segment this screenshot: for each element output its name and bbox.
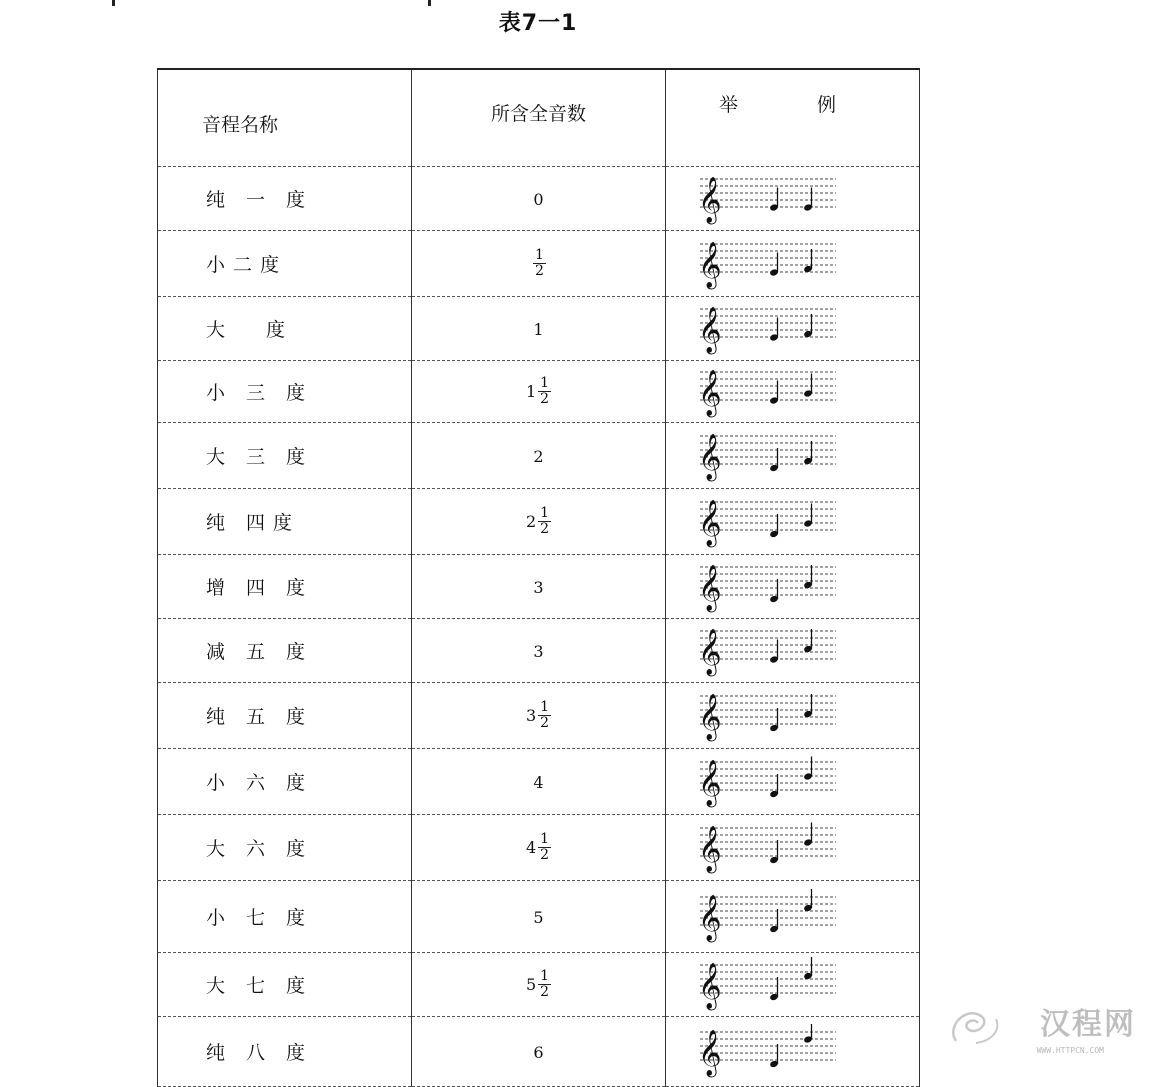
interval-example bbox=[666, 1017, 920, 1087]
whole-tone-count bbox=[412, 749, 666, 815]
svg-text:𝄞: 𝄞 bbox=[698, 499, 722, 546]
whole-tone-count bbox=[412, 619, 666, 683]
svg-text:𝄞: 𝄞 bbox=[698, 564, 722, 611]
svg-text:𝄞: 𝄞 bbox=[698, 1029, 722, 1076]
staff-example-icon bbox=[696, 820, 856, 876]
interval-name: 小 三 度 bbox=[158, 361, 412, 423]
svg-text:𝄞: 𝄞 bbox=[698, 693, 722, 740]
interval-example bbox=[666, 555, 920, 619]
interval-name: 小 七 度 bbox=[158, 881, 412, 953]
whole-tone-count bbox=[412, 953, 666, 1017]
svg-text:𝄞: 𝄞 bbox=[698, 369, 722, 416]
table-row bbox=[158, 423, 920, 489]
svg-text:𝄞: 𝄞 bbox=[698, 825, 722, 872]
fraction-numerator: 1 bbox=[540, 699, 550, 715]
interval-name: 纯 五 度 bbox=[158, 683, 412, 749]
table-row bbox=[158, 361, 920, 423]
svg-text:𝄞: 𝄞 bbox=[698, 176, 722, 223]
fraction-numerator: 1 bbox=[540, 968, 550, 984]
interval-name: 小 二 度 bbox=[158, 231, 412, 297]
count-whole: 5 bbox=[533, 907, 544, 927]
interval-name: 小 六 度 bbox=[158, 749, 412, 815]
count-whole: 2 bbox=[525, 512, 537, 531]
count-fraction bbox=[538, 376, 551, 407]
table-row bbox=[158, 619, 920, 683]
svg-text:𝄞: 𝄞 bbox=[698, 241, 722, 288]
interval-example bbox=[666, 231, 920, 297]
table-row bbox=[158, 231, 920, 297]
table-title: 表7一1 bbox=[498, 11, 578, 36]
whole-tone-count bbox=[412, 683, 666, 749]
count-whole: 3 bbox=[533, 641, 544, 661]
watermark-subtext: WWW.HTTPCN.COM bbox=[1036, 1046, 1104, 1055]
interval-table bbox=[157, 68, 920, 1087]
fraction-denominator: 2 bbox=[540, 391, 550, 407]
svg-text:𝄞: 𝄞 bbox=[698, 894, 722, 941]
whole-tone-count bbox=[412, 489, 666, 555]
staff-example-icon bbox=[696, 364, 856, 420]
interval-example bbox=[666, 749, 920, 815]
interval-example bbox=[666, 881, 920, 953]
table-row bbox=[158, 489, 920, 555]
header-whole-tone-count: 所含全音数 bbox=[412, 69, 666, 167]
staff-example-icon bbox=[696, 1024, 856, 1080]
interval-example bbox=[666, 423, 920, 489]
count-whole: 0 bbox=[533, 189, 544, 209]
count-whole: 1 bbox=[525, 382, 537, 401]
whole-tone-count bbox=[412, 167, 666, 231]
interval-name: 大 度 bbox=[158, 297, 412, 361]
interval-name: 大 三 度 bbox=[158, 423, 412, 489]
table-row bbox=[158, 881, 920, 953]
staff-example-icon bbox=[696, 957, 856, 1013]
whole-tone-count bbox=[412, 297, 666, 361]
table-row bbox=[158, 683, 920, 749]
count-whole: 1 bbox=[533, 319, 544, 339]
interval-name: 减 五 度 bbox=[158, 619, 412, 683]
fraction-denominator: 2 bbox=[540, 715, 550, 731]
fraction-denominator: 2 bbox=[540, 847, 550, 863]
fraction-numerator: 1 bbox=[535, 247, 544, 263]
count-fraction bbox=[538, 832, 551, 863]
count-fraction bbox=[538, 700, 551, 731]
interval-name: 大 六 度 bbox=[158, 815, 412, 881]
whole-tone-count bbox=[412, 423, 666, 489]
whole-tone-count bbox=[412, 815, 666, 881]
count-whole: 2 bbox=[533, 446, 544, 466]
table-row bbox=[158, 297, 920, 361]
svg-text:𝄞: 𝄞 bbox=[698, 962, 722, 1009]
staff-example-icon bbox=[696, 623, 856, 679]
fraction-numerator: 1 bbox=[540, 375, 550, 391]
svg-text:𝄞: 𝄞 bbox=[698, 628, 722, 675]
count-fraction bbox=[538, 506, 551, 537]
svg-text:𝄞: 𝄞 bbox=[698, 759, 722, 806]
staff-example-icon bbox=[696, 428, 856, 484]
staff-example-icon bbox=[696, 889, 856, 945]
interval-example bbox=[666, 361, 920, 423]
table-row bbox=[158, 167, 920, 231]
interval-name: 纯 四 度 bbox=[158, 489, 412, 555]
interval-example bbox=[666, 683, 920, 749]
table-row bbox=[158, 555, 920, 619]
count-whole: 6 bbox=[533, 1042, 544, 1062]
interval-example bbox=[666, 297, 920, 361]
interval-name: 纯 八 度 bbox=[158, 1017, 412, 1087]
staff-example-icon bbox=[696, 688, 856, 744]
header-row bbox=[158, 69, 920, 167]
whole-tone-count bbox=[412, 555, 666, 619]
count-whole: 5 bbox=[525, 975, 537, 994]
staff-example-icon bbox=[696, 494, 856, 550]
interval-example bbox=[666, 619, 920, 683]
count-whole: 3 bbox=[525, 706, 537, 725]
count-fraction bbox=[538, 969, 551, 1000]
whole-tone-count bbox=[412, 881, 666, 953]
fraction-numerator: 1 bbox=[540, 505, 550, 521]
interval-example bbox=[666, 489, 920, 555]
fraction-denominator: 2 bbox=[540, 984, 550, 1000]
interval-example bbox=[666, 815, 920, 881]
staff-example-icon bbox=[696, 754, 856, 810]
header-interval-name: 音程名称 bbox=[158, 69, 412, 167]
count-whole: 3 bbox=[533, 577, 544, 597]
count-whole: 4 bbox=[533, 772, 544, 792]
interval-name: 增 四 度 bbox=[158, 555, 412, 619]
watermark-logo-icon bbox=[946, 1001, 1006, 1055]
svg-text:𝄞: 𝄞 bbox=[698, 306, 722, 353]
interval-name: 纯 一 度 bbox=[158, 167, 412, 231]
count-whole: 4 bbox=[525, 838, 537, 857]
table-row bbox=[158, 749, 920, 815]
fraction-numerator: 1 bbox=[540, 831, 550, 847]
interval-name: 大 七 度 bbox=[158, 953, 412, 1017]
staff-example-icon bbox=[696, 171, 856, 227]
whole-tone-count bbox=[412, 231, 666, 297]
staff-example-icon bbox=[696, 236, 856, 292]
fraction-denominator: 2 bbox=[535, 263, 544, 279]
fraction-denominator: 2 bbox=[540, 521, 550, 537]
interval-example bbox=[666, 953, 920, 1017]
interval-example bbox=[666, 167, 920, 231]
header-example: 举 例 bbox=[666, 69, 920, 167]
whole-tone-count bbox=[412, 1017, 666, 1087]
table-row bbox=[158, 953, 920, 1017]
staff-example-icon bbox=[696, 559, 856, 615]
staff-example-icon bbox=[696, 301, 856, 357]
table-row bbox=[158, 1017, 920, 1087]
svg-text:𝄞: 𝄞 bbox=[698, 433, 722, 480]
whole-tone-count bbox=[412, 361, 666, 423]
count-fraction bbox=[533, 248, 546, 279]
watermark-text: 汉程网 bbox=[1040, 1007, 1136, 1042]
table-row bbox=[158, 815, 920, 881]
